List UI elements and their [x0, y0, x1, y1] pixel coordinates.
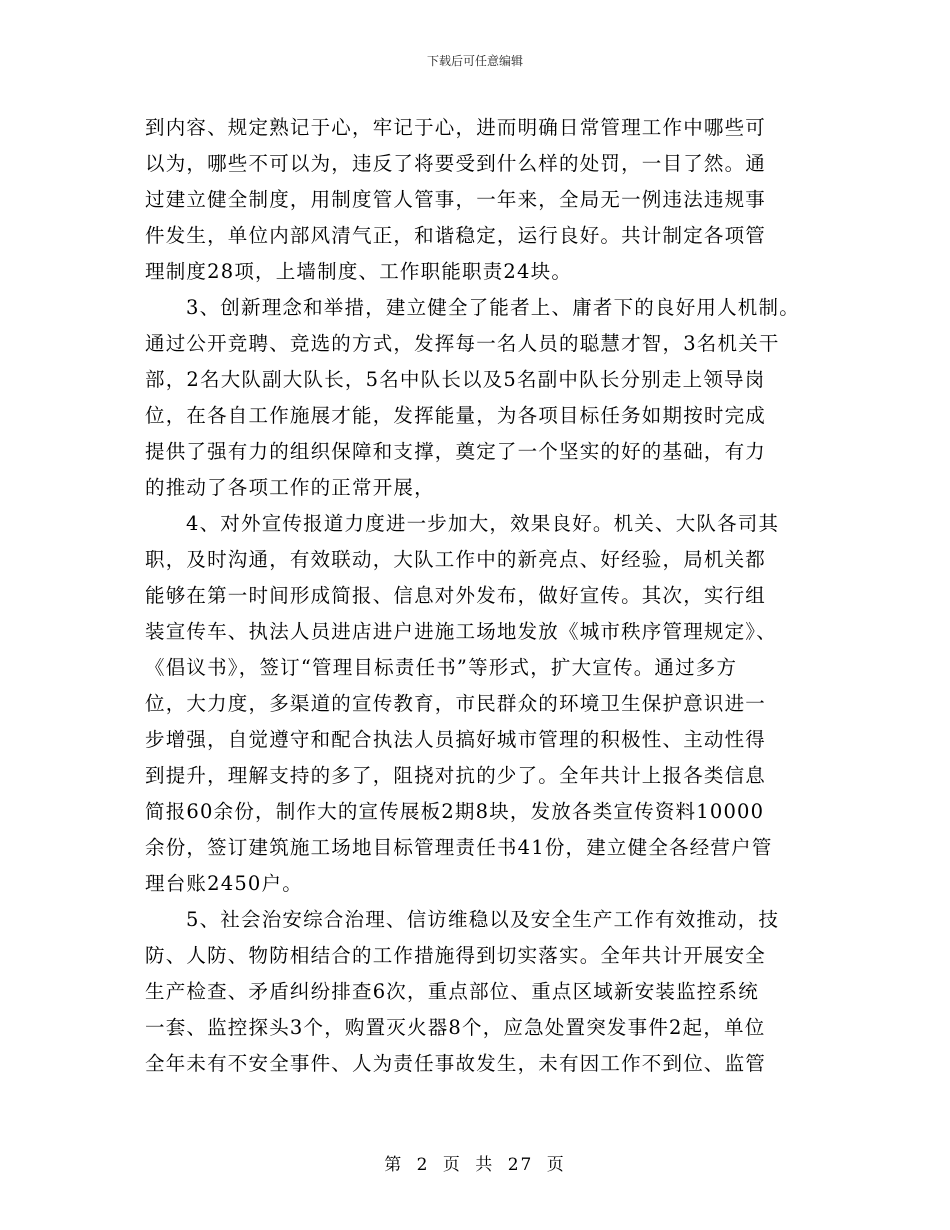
- paragraph-3-first-line: 3、创新理念和举措，建立健全了能者上、庸者下的良好用人机制。: [186, 296, 800, 319]
- text-line: 理制度28项，上墙制度、工作职能职责24块。: [145, 260, 573, 283]
- text-line: 能够在第一时间形成简报、信息对外发布，做好宣传。其次，实行组: [145, 584, 767, 607]
- text-line: 过建立健全制度，用制度管人管事，一年来，全局无一例违法违规事: [145, 188, 767, 211]
- paragraph-4-first-line: 4、对外宣传报道力度进一步加大，效果良好。机关、大队各司其: [186, 512, 780, 535]
- text-line: 通过公开竞聘、竞选的方式，发挥每一名人员的聪慧才智，3名机关干: [145, 332, 780, 355]
- text-line: 一套、监控探头3个，购置灭火器8个，应急处置突发事件2起，单位: [145, 1016, 766, 1039]
- text-line: 简报60余份，制作大的宣传展板2期8块，发放各类宣传资料10000: [145, 800, 765, 823]
- text-line: 位，大力度，多渠道的宣传教育，市民群众的环境卫生保护意识进一: [145, 692, 767, 715]
- text-line: 理台账2450户。: [145, 872, 303, 895]
- text-line: 全年未有不安全事件、人为责任事故发生，未有因工作不到位、监管: [145, 1052, 767, 1075]
- text-line: 件发生，单位内部风清气正，和谐稳定，运行良好。共计制定各项管: [145, 224, 767, 247]
- text-line: 以为，哪些不可以为，违反了将要受到什么样的处罚，一目了然。通: [145, 152, 767, 175]
- text-line: 余份，签订建筑施工场地目标管理责任书41份，建立健全各经营户管: [145, 836, 773, 859]
- text-line: 位，在各自工作施展才能，发挥能量，为各项目标任务如期按时完成: [145, 404, 767, 427]
- text-line: 装宣传车、执法人员进店进户进施工场地发放《城市秩序管理规定》、: [145, 620, 777, 643]
- text-line: 步增强，自觉遵守和配合执法人员搞好城市管理的积极性、主动性得: [145, 728, 767, 751]
- paragraph-5-first-line: 5、社会治安综合治理、信访维稳以及安全生产工作有效推动，技: [186, 908, 780, 931]
- text-line: 生产检查、矛盾纠纷排查6次，重点部位、重点区域新安装监控系统: [145, 980, 759, 1003]
- text-line: 职，及时沟通，有效联动，大队工作中的新亮点、好经验，局机关都: [145, 548, 767, 571]
- text-line: 的推动了各项工作的正常开展，: [145, 476, 435, 499]
- text-line: 到内容、规定熟记于心，牢记于心，进而明确日常管理工作中哪些可: [145, 116, 767, 139]
- page-header-note: 下载后可任意编辑: [426, 54, 523, 68]
- page-number: 第 2 页 共 27 页: [384, 1155, 566, 1175]
- document-body: [145, 110, 835, 1082]
- text-line: 《倡议书》，签订“管理目标责任书”等形式，扩大宣传。通过多方: [145, 656, 738, 679]
- text-line: 防、人防、物防相结合的工作措施得到切实落实。全年共计开展安全: [145, 944, 767, 967]
- text-line: 部，2名大队副大队长，5名中队长以及5名副中队长分别走上领导岗: [145, 368, 766, 391]
- text-line: 到提升，理解支持的多了，阻挠对抗的少了。全年共计上报各类信息: [145, 764, 767, 787]
- text-line: 提供了强有力的组织保障和支撑，奠定了一个坚实的好的基础，有力: [145, 440, 767, 463]
